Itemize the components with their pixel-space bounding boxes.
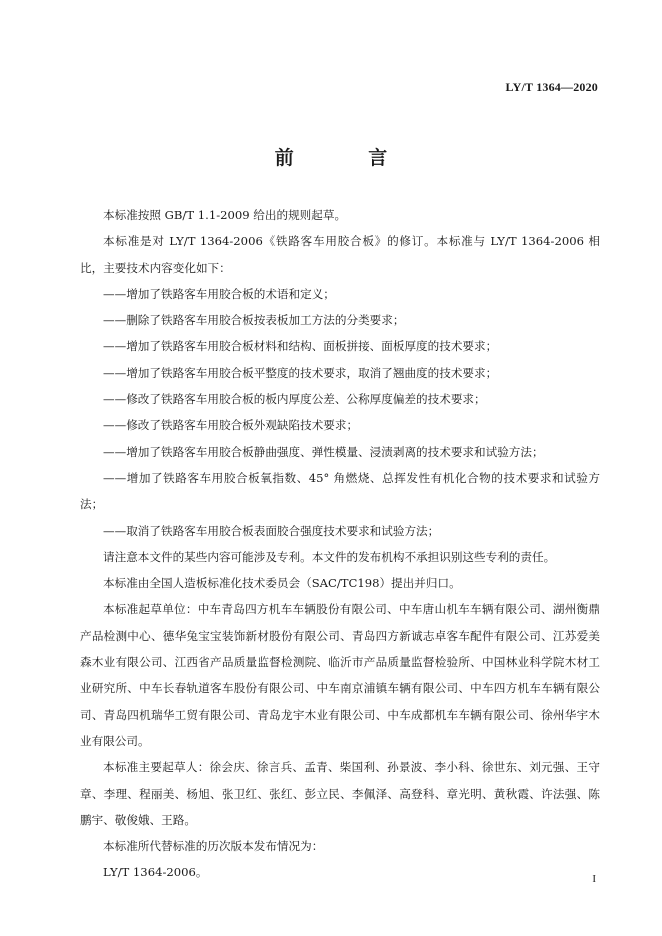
change-item: ——增加了铁路客车用胶合板材料和结构、面板拼接、面板厚度的技术要求； bbox=[103, 339, 498, 354]
paragraph-proposer: 本标准由全国人造板标准化技术委员会（SAC/TC198）提出并归口。 bbox=[103, 576, 461, 591]
change-item: ——增加了铁路客车用胶合板平整度的技术要求，取消了翘曲度的技术要求； bbox=[103, 365, 498, 380]
paragraph-previous-edition-id: LY/T 1364-2006。 bbox=[103, 865, 208, 880]
paragraph-previous-editions: 本标准所代替标准的历次版本发布情况为： bbox=[103, 839, 324, 854]
paragraph-patent-notice: 请注意本文件的某些内容可能涉及专利。本文件的发布机构不承担识别这些专利的责任。 bbox=[103, 549, 556, 564]
paragraph-drafting-rules: 本标准按照 GB/T 1.1-2009 给出的规则起草。 bbox=[103, 208, 347, 222]
paragraph-drafting-units: 本标准起草单位：中车青岛四方机车车辆股份有限公司、中车唐山机车车辆有限公司、湖州衡鼎产品检测中心、德华兔宝宝装饰新材股份有限公司、青岛四方新诚志卓客车配件有限公司、江苏爱美森木业有限公司、江西省产品质量监督检测院、临沂市产品质量监督检验所、中国林业科学院木材工业研究所、中车长春轨道客车股份有限公司、中车南京浦镇车辆有限公司、中车四方机车车辆有限公司、青岛四机瑞华工贸有限公司、青岛龙宇木业有限公司、中车成都机车车辆有限公司、徐州华宇木业有限公司。 bbox=[80, 602, 600, 748]
change-item: ——增加了铁路客车用胶合板氧指数、45° 角燃烧、总挥发性有机化合物的技术要求和试验方法； bbox=[80, 470, 600, 512]
page-number: I bbox=[592, 873, 596, 885]
change-item: ——取消了铁路客车用胶合板表面胶合强度技术要求和试验方法； bbox=[103, 523, 440, 538]
change-item: ——增加了铁路客车用胶合板静曲强度、弹性模量、浸渍剥离的技术要求和试验方法； bbox=[103, 444, 544, 459]
paragraph-drafters: 本标准主要起草人：徐会庆、徐言兵、孟青、柴国利、孙景波、李小科、徐世东、刘元强、王守章、李理、程丽美、杨旭、张卫红、张红、彭立民、李佩泽、高登科、章光明、黄秋霞、许法强、陈鹏宇、敬俊娥、王路。 bbox=[80, 760, 600, 827]
page-title: 前 言 bbox=[274, 147, 422, 169]
change-item: ——修改了铁路客车用胶合板外观缺陷技术要求； bbox=[103, 418, 359, 433]
change-item: ——修改了铁路客车用胶合板的板内厚度公差、公称厚度偏差的技术要求； bbox=[103, 392, 486, 407]
paragraph-revision-summary: 本标准是对 LY/T 1364-2006《铁路客车用胶合板》的修订。本标准与 LY/T 1364-2006 相比，主要技术内容变化如下： bbox=[80, 234, 600, 275]
document-id: LY/T 1364—2020 bbox=[505, 80, 598, 94]
foreword-body bbox=[80, 202, 600, 886]
change-item: ——删除了铁路客车用胶合板按表板加工方法的分类要求； bbox=[103, 313, 405, 328]
change-item: ——增加了铁路客车用胶合板的术语和定义； bbox=[103, 286, 335, 301]
